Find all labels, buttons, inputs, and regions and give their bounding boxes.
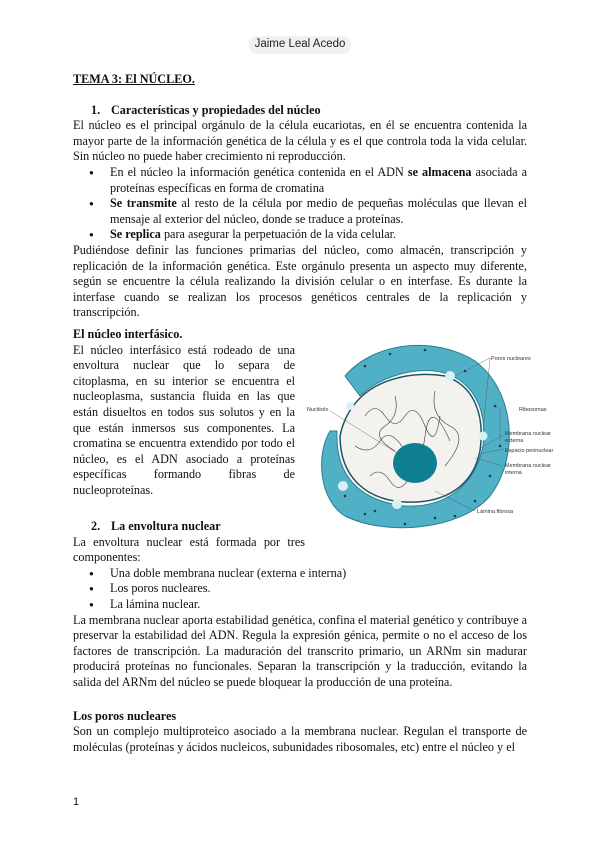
page-title: TEMA 3: El NÚCLEO. <box>73 72 195 86</box>
bullet-text: asociada a proteínas específicas en forma de cromatina <box>110 164 527 195</box>
interphase-block <box>73 327 295 499</box>
list-item <box>73 196 527 227</box>
label-poros: Poros nucleares <box>491 356 531 362</box>
interphase-heading: El núcleo interfásico. <box>73 327 183 341</box>
section2-block <box>73 519 527 755</box>
pores-text: Son un complejo multiproteico asociado a la membrana nuclear. Regulan el transporte de moléculas (proteínas y ácidos nucleicos, subunidades ribosomales, etc) entre el núcleo y el <box>73 724 527 754</box>
list-item <box>73 165 527 196</box>
label-ribosomas: Ribosomas <box>519 407 547 413</box>
label-membrana-interna-2: interna <box>505 470 522 476</box>
section2-heading <box>73 519 527 535</box>
list-item: ● Los poros nucleares. <box>73 581 527 597</box>
label-membrana-externa-2: externa <box>505 438 524 444</box>
label-nucleolo: Nucléolo <box>307 407 329 413</box>
label-membrana-externa: Membrana nuclear <box>505 431 551 437</box>
nucleus-diagram <box>305 336 555 536</box>
list-item <box>73 227 527 243</box>
page-header <box>0 36 600 54</box>
section1-heading <box>73 103 527 119</box>
section2-text: La membrana nuclear aporta estabilidad genética, confina el material genético y contribuye a preservar la estabilidad del ADN. Regula la expresión génica, permite o no el acceso de los factores de transcripción. La maduración del transcrito primario, un ARNm sin madurar producirá proteínas no funcionales. Separan la transcripción y la traducción, evitando la salida del ARNm del núcleo se puede bloquear la producción de una proteína. <box>73 612 527 689</box>
label-membrana-interna: Membrana nuclear <box>505 463 551 469</box>
label-espacio: Espacio perinuclear <box>505 448 554 454</box>
list-item: ● La lámina nuclear. <box>73 597 527 613</box>
section1-bullets <box>73 165 527 243</box>
section2-bullets <box>73 566 527 613</box>
section-number: 1. <box>91 102 101 117</box>
document-body-top <box>73 72 527 321</box>
pores-heading: Los poros nucleares <box>73 708 177 723</box>
section-heading-text: Características y propiedades del núcleo <box>111 102 321 117</box>
section1-outro: Pudiéndose definir las funciones primarias del núcleo, como almacén, transcripción y replicación de la información genética. Este orgánulo presenta un aspecto muy diferente, según se encuentre la célula realizando la división celular o en interfase. Es durante la interfase cuando se realizan los procesos genéticos centrales de la replicación y transcripción. <box>73 242 527 320</box>
section2-intro: La envoltura nuclear está formada por tres componentes: <box>73 534 305 565</box>
list-item: ● Una doble membrana nuclear (externa e interna) <box>73 566 527 582</box>
bullet-bold: se almacena <box>407 164 472 179</box>
author-name: Jaime Leal Acedo <box>249 36 352 54</box>
page-number: 1 <box>73 796 80 808</box>
bullet-text: al resto de la célula por medio de pequeñas moléculas que llevan el mensaje al exterior del núcleo, donde se traduce a proteínas. <box>110 196 527 226</box>
interphase-text: El núcleo interfásico está rodeado de una envoltura nuclear que lo separa de citoplasma, en su interior se encuentra el nucleoplasma, sustancia fluida en las que están disueltos en todos sus solutos y en la que están inmersos sus componentes. La cromatina se encuentra extendido por todo el núcleo, es el ADN asociado a proteínas específicas formando fibras de nucleoproteínas. <box>73 342 295 497</box>
section-number: 2. <box>91 519 101 533</box>
bullet-text: para asegurar la perpetuación de la vida celular. <box>160 227 397 242</box>
nucleolus <box>393 443 437 483</box>
bullet-bold: Se replica <box>110 227 161 242</box>
bullet-text: En el núcleo la información genética contenida en el ADN <box>110 164 408 179</box>
bullet-bold: Se transmite <box>110 196 177 211</box>
section-heading-text: La envoltura nuclear <box>111 519 221 533</box>
section1-intro: El núcleo es el principal orgánulo de la célula eucariotas, en él se encuentra contenida la mayor parte de la información genética de la célula y es el que controla toda la vida celular. Sin núcleo no puede haber crecimiento ni reproducción. <box>73 118 527 164</box>
label-lamina: Lámina fibrosa <box>477 509 514 515</box>
